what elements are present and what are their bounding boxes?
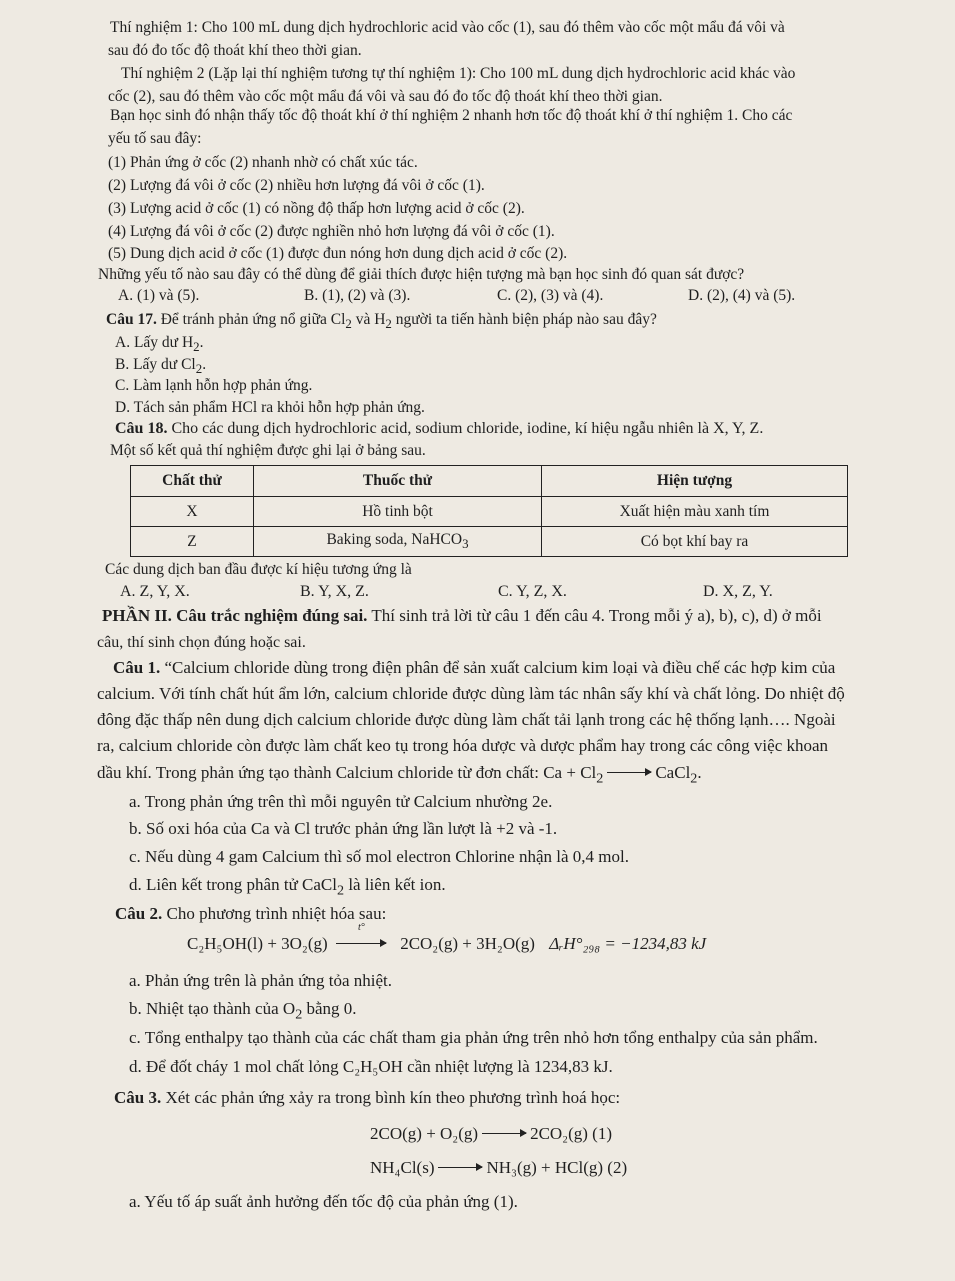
c3-stem: Câu 3. Xét các phản ứng xảy ra trong bình kín theo phương trình hoá học: [114, 1088, 621, 1107]
c3-equation-2: NH₄Cl(s) NH₃(g) + HCl(g) (2) [370, 1158, 628, 1177]
c3-statement-a: a. Yếu tố áp suất ảnh hưởng đến tốc độ của phản ứng (1). [129, 1192, 518, 1211]
part2-line2: câu, thí sinh chọn đúng hoặc sai. [97, 634, 306, 651]
q17-option-b: B. Lấy dư $Cl_2$. [115, 356, 207, 377]
factor-2: (2) Lượng đá vôi ở cốc (2) nhiều hơn lượng đá vôi ở cốc (1). [108, 177, 485, 194]
exp1-line1: Thí nghiệm 1: Cho 100 mL dung dịch hydrochloric acid vào cốc (1), sau đó thêm vào cốc một mẩu đá vôi và [110, 19, 785, 36]
factor-1: (1) Phản ứng ở cốc (2) nhanh nhờ có chất xúc tác. [108, 154, 418, 171]
exp2-line2: cốc (2), sau đó thêm vào cốc một mẩu đá vôi và sau đó đo tốc độ thoát khí theo thời gian. [108, 88, 663, 105]
c2-label: Câu 2. [115, 904, 163, 923]
q17-stem: Câu 17. Để tránh phản ứng nổ giữa $Cl_2$ và $H_2$ người ta tiến hành biện pháp nào sau đây? [106, 311, 657, 332]
intro-option-d: D. (2), (4) và (5). [688, 287, 796, 304]
reaction-arrow-icon [438, 1167, 482, 1168]
c1-statement-d: d. Liên kết trong phân tử CaCl$_2$ là liên kết ion. [129, 875, 446, 899]
table-cell: Có bọt khí bay ra [542, 527, 848, 557]
c1-statement-a: a. Trong phản ứng trên thì mỗi nguyên tử Calcium nhường 2e. [129, 792, 553, 811]
exp2-line1: Thí nghiệm 2 (Lặp lại thí nghiệm tương tự thí nghiệm 1): Cho 100 mL dung dịch hydrochloric acid khác vào [121, 65, 796, 82]
table-header: Chất thử [131, 466, 254, 497]
heat-arrow: t° [336, 934, 392, 954]
q17-option-a: A. Lấy dư $H_2$. [115, 334, 204, 355]
c2-equation: C₂H₅OH(l) + 3O₂(g) t° 2CO₂(g) + 3H₂O(g) ΔᵣH°₂₉₈ = −1234,83 kJ [187, 922, 707, 953]
q18-after-table: Các dung dịch ban đầu được kí hiệu tương ứng là [105, 561, 412, 578]
observation-line2: yếu tố sau đây: [108, 130, 202, 147]
q18-label: Câu 18. [115, 420, 168, 437]
q18-option-c: C. Y, Z, X. [498, 583, 567, 600]
factor-3: (3) Lượng acid ở cốc (1) có nồng độ thấp hơn lượng acid ở cốc (2). [108, 200, 525, 217]
intro-option-a: A. (1) và (5). [118, 287, 200, 304]
reaction-arrow-icon [607, 772, 651, 773]
factor-5: (5) Dung dịch acid ở cốc (1) được đun nóng hơn dung dịch acid ở cốc (2). [108, 245, 568, 262]
table-row [131, 497, 848, 527]
part2-label: PHẦN II. Câu trắc nghiệm đúng sai. [102, 606, 368, 625]
c2-statement-a: a. Phản ứng trên là phản ứng tỏa nhiệt. [129, 971, 392, 990]
table-cell: Z [131, 527, 254, 557]
intro-question: Những yếu tố nào sau đây có thể dùng để giải thích được hiện tượng mà bạn học sinh đó quan sát được? [98, 266, 745, 283]
table-row [131, 527, 848, 557]
c2-statement-b: b. Nhiệt tạo thành của $O_2$ bằng 0. [129, 999, 357, 1023]
part2-heading: PHẦN II. Câu trắc nghiệm đúng sai. Thí sinh trả lời từ câu 1 đến câu 4. Trong mỗi ý a), b), c), d) ở mỗi [102, 606, 822, 625]
c1-line5: dầu khí. Trong phản ứng tạo thành Calcium chloride từ đơn chất: $Ca + Cl_2$ CaCl$_2$. [97, 763, 702, 787]
c1-statement-c: c. Nếu dùng 4 gam Calcium thì số mol electron Chlorine nhận là 0,4 mol. [129, 847, 629, 866]
experiment-table [130, 465, 848, 557]
table-cell: X [131, 497, 254, 527]
exp1-line2: sau đó đo tốc độ thoát khí theo thời gian. [108, 42, 362, 59]
table-cell: Xuất hiện màu xanh tím [542, 497, 848, 527]
q18-option-d: D. X, Z, Y. [703, 583, 773, 600]
q18-stem: Câu 18. Cho các dung dịch hydrochloric acid, sodium chloride, iodine, kí hiệu ngẫu nhiên là X, Y, Z. [115, 420, 764, 437]
c2-statement-d: d. Để đốt cháy 1 mol chất lỏng C₂H₅OH cần nhiệt lượng là 1234,83 kJ. [129, 1057, 613, 1076]
intro-option-b: B. (1), (2) và (3). [304, 287, 411, 304]
q18-line2: Một số kết quả thí nghiệm được ghi lại ở bảng sau. [110, 442, 426, 459]
table-cell: Hồ tinh bột [254, 497, 542, 527]
reaction-arrow-icon [336, 943, 386, 944]
c1-line4: ra, calcium chloride còn được làm chất keo tụ trong hóa dược và dược phẩm hay trong các công việc khoan [97, 736, 829, 755]
table-header: Hiện tượng [542, 466, 848, 497]
table-header: Thuốc thử [254, 466, 542, 497]
q17-option-c: C. Làm lạnh hỗn hợp phản ứng. [115, 377, 313, 394]
c2-statement-c: c. Tổng enthalpy tạo thành của các chất tham gia phản ứng trên nhỏ hơn tổng enthalpy của sản phẩm. [129, 1028, 818, 1047]
c1-line2: calcium. Với tính chất hút ẩm lớn, calcium chloride được dùng làm tác nhân sấy khí và chất lỏng. Do nhiệt độ [97, 684, 845, 703]
c1-statement-b: b. Số oxi hóa của Ca và Cl trước phản ứng lần lượt là +2 và -1. [129, 819, 558, 838]
c2-stem: Câu 2. Cho phương trình nhiệt hóa sau: [115, 904, 387, 923]
c1-label: Câu 1. [113, 658, 161, 677]
c1-line3: đông đặc thấp nên dung dịch calcium chloride được dùng làm chất tải lạnh trong các hệ thống lạnh…. Ngoài [97, 710, 836, 729]
reaction-arrow-icon [482, 1133, 526, 1134]
q17-label: Câu 17. [106, 311, 157, 328]
c3-label: Câu 3. [114, 1088, 162, 1107]
c3-equation-1: 2CO(g) + O₂(g) 2CO₂(g) (1) [370, 1124, 612, 1143]
table-header-row [131, 466, 848, 497]
q18-option-b: B. Y, X, Z. [300, 583, 369, 600]
q18-option-a: A. Z, Y, X. [120, 583, 190, 600]
q17-option-d: D. Tách sản phẩm HCl ra khỏi hỗn hợp phản ứng. [115, 399, 425, 416]
observation-line1: Bạn học sinh đó nhận thấy tốc độ thoát khí ở thí nghiệm 2 nhanh hơn tốc độ thoát khí ở thí nghiệm 1. Cho các [110, 107, 793, 124]
c1-line1: Câu 1. “Calcium chloride dùng trong điện phân để sản xuất calcium kim loại và điều chế các hợp kim của [113, 658, 836, 677]
intro-option-c: C. (2), (3) và (4). [497, 287, 604, 304]
factor-4: (4) Lượng đá vôi ở cốc (2) được nghiền nhỏ hơn lượng đá vôi ở cốc (1). [108, 223, 555, 240]
table-cell: Baking soda, NaHCO$_3$ [254, 527, 542, 557]
